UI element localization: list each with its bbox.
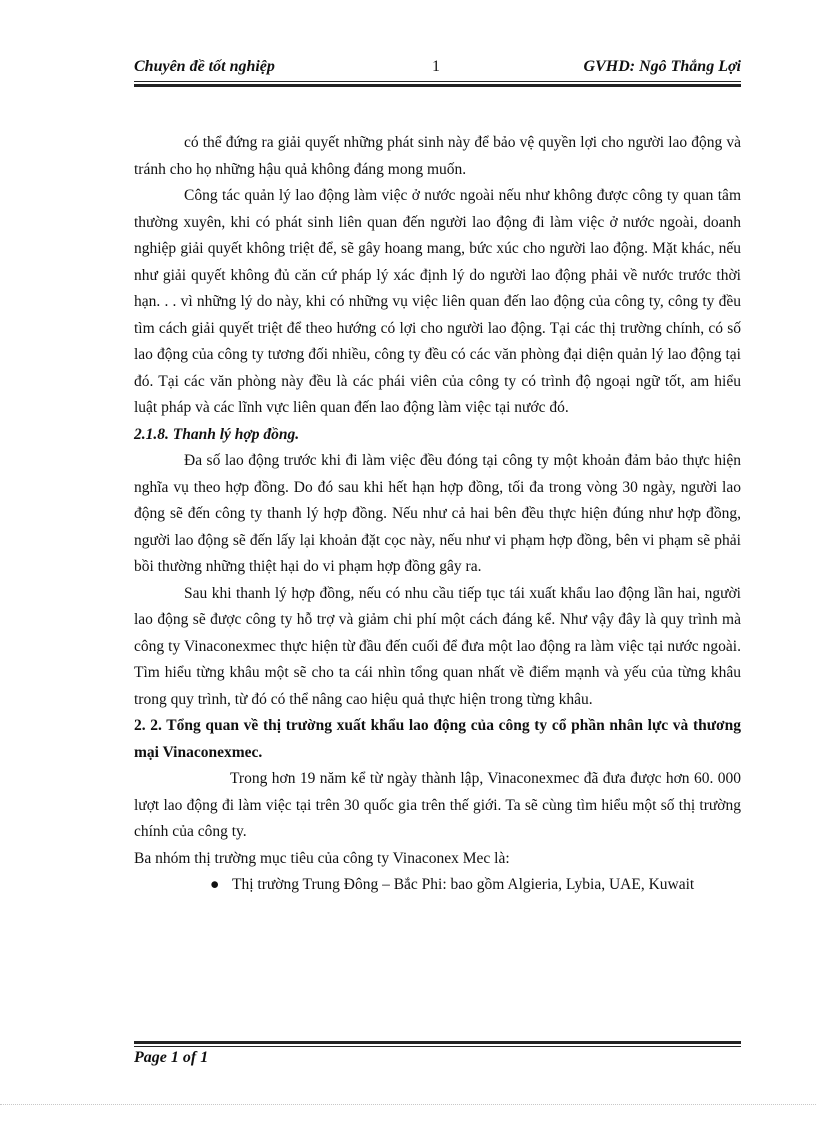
footer-rule-thick (134, 1041, 741, 1044)
paragraph-contract-liquidation: Đa số lao động trước khi đi làm việc đều đóng tại công ty một khoản đảm bảo thực hiện nghĩa vụ theo hợp đồng. Do đó sau khi hết hạn hợp đồng, tối đa trong vòng 30 ngày, người lao động sẽ đến công ty thanh lý hợp đồng. Nếu như cả hai bên đều thực hiện đúng như hợp đồng, người lao động sẽ đến lấy lại khoản đặt cọc này, nếu như vi phạm hợp đồng, bên vi phạm sẽ phải bồi thường những thiệt hại do vi phạm hợp đồng gây ra. (134, 452, 741, 575)
header-advisor: GVHD: Ngô Thắng Lợi (583, 58, 741, 75)
document-body (134, 130, 741, 899)
header-chapter-title: Chuyên đề tốt nghiệp (134, 58, 275, 75)
page-header (134, 58, 741, 80)
header-page-number: 1 (432, 58, 440, 75)
section-heading-2-2: 2. 2. Tổng quan về thị trường xuất khẩu lao động của công ty cổ phần nhân lực và thương mại Vinaconexmec. (134, 717, 741, 761)
bullet-icon: ● (210, 876, 220, 893)
page-boundary-divider (0, 1104, 816, 1105)
header-rule-thin (134, 81, 741, 82)
section-heading-2-1-8: 2.1.8. Thanh lý hợp đồng. (134, 425, 300, 443)
paragraph-continuation: có thể đứng ra giải quyết những phát sinh này để bảo vệ quyền lợi cho người lao động và tránh cho họ những hậu quả không đáng mong muốn. (134, 134, 741, 178)
header-rule-thick (134, 84, 741, 87)
page-footer: Page 1 of 1 (134, 1049, 209, 1066)
paragraph-overview: Trong hơn 19 năm kể từ ngày thành lập, Vinaconexmec đã đưa được hơn 60. 000 lượt lao động đi làm việc tại trên 30 quốc gia trên thế giới. Ta sẽ cùng tìm hiểu một số thị trường chính của công ty. (134, 770, 741, 840)
footer-rule-thin (134, 1046, 741, 1047)
list-item-text: Thị trường Trung Đông – Bắc Phi: bao gồm Algieria, Lybia, UAE, Kuwait (232, 876, 695, 893)
list-item (134, 872, 741, 899)
paragraph-management: Công tác quản lý lao động làm việc ở nước ngoài nếu như không được công ty quan tâm thường xuyên, khi có phát sinh liên quan đến người lao động đi làm việc ở nước ngoài, doanh nghiệp giải quyết không triệt để, sẽ gây hoang mang, bức xúc cho người lao động. Mặt khác, nếu như giải quyết không đủ căn cứ pháp lý xác định lý do người lao động phải về nước trước thời hạn. . . vì những lý do này, khi có những vụ việc liên quan đến lao động của công ty, công ty đều tìm cách giải quyết triệt để theo hướng có lợi cho người lao động. Tại các thị trường chính, có số lao động của công ty tương đối nhiều, công ty đều có các văn phòng đại diện quản lý lao động tại đó. Tại các văn phòng này đều là các phái viên của công ty có trình độ ngoại ngữ tốt, am hiểu luật pháp và các lĩnh vực liên quan đến lao động làm việc tại nước đó. (134, 187, 741, 416)
paragraph-target-markets: Ba nhóm thị trường mục tiêu của công ty Vinaconex Mec là: (134, 849, 510, 867)
paragraph-re-export: Sau khi thanh lý hợp đồng, nếu có nhu cầu tiếp tục tái xuất khẩu lao động lần hai, người lao động sẽ được công ty hỗ trợ và giảm chi phí một cách đáng kể. Như vậy đây là quy trình mà công ty Vinaconexmec thực hiện từ đầu đến cuối để đưa một lao động ra làm việc tại nước ngoài. Tìm hiểu từng khâu một sẽ cho ta cái nhìn tổng quan nhất về điểm mạnh và yếu của từng khâu trong quy trình, từ đó có thể nâng cao hiệu quả thực hiện trong từng khâu. (134, 584, 741, 708)
